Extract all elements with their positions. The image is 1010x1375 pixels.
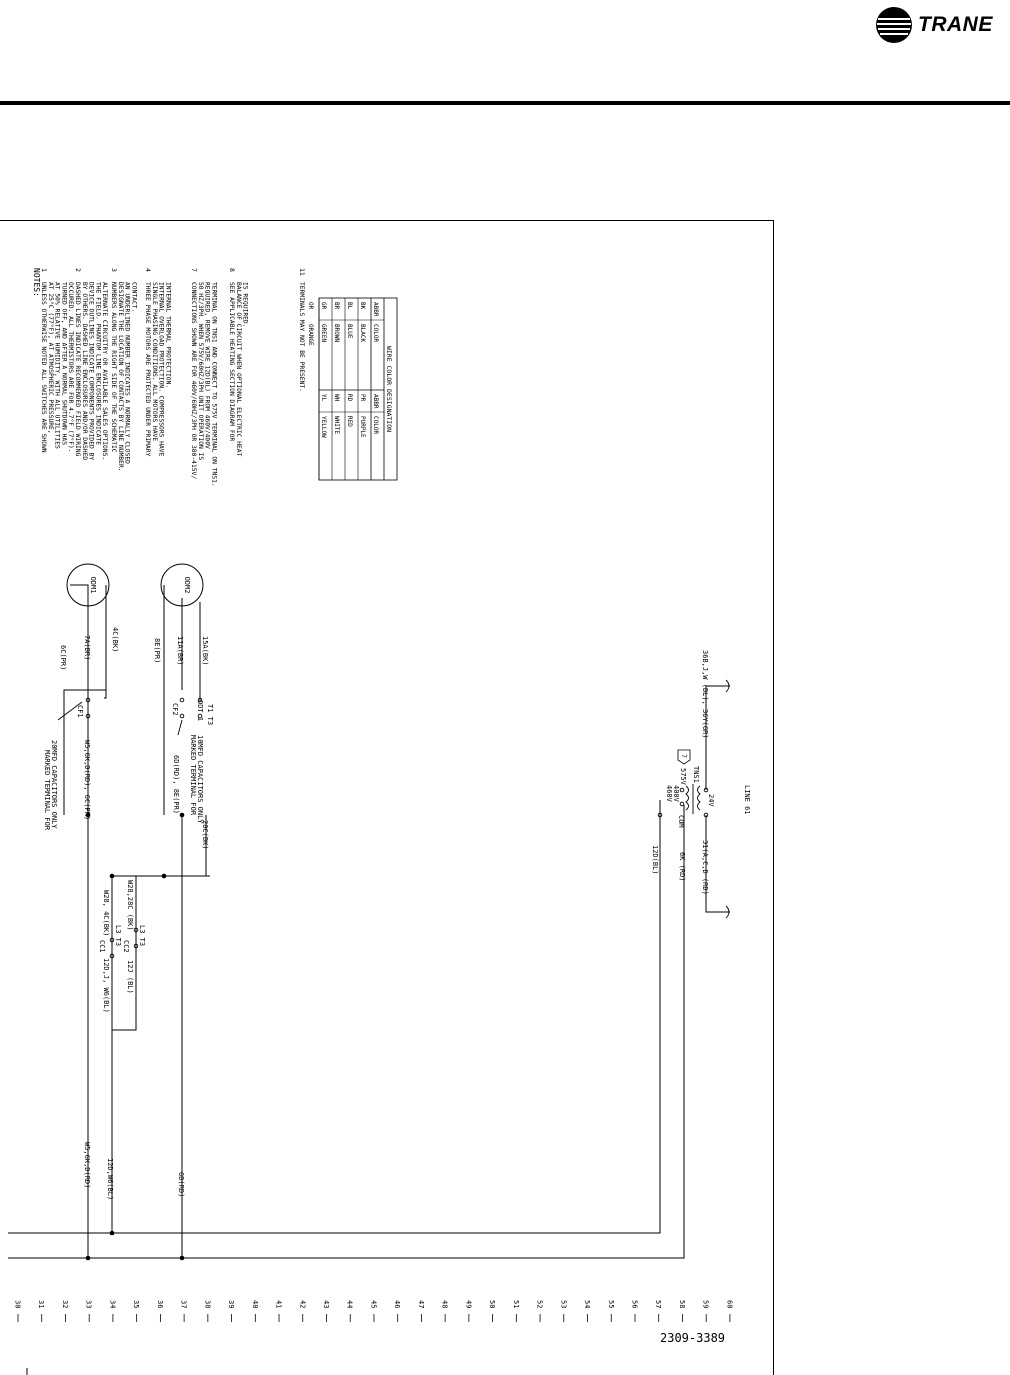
marked-terminal-10mfd-line1: MARKED TERMINAL FOR — [189, 735, 197, 816]
line-number-42: 42 — [298, 1300, 307, 1309]
svg-text:W5,6K,D(RD): W5,6K,D(RD) — [83, 1142, 91, 1189]
wire-table-cell: WHITE — [333, 416, 340, 435]
svg-text:6C(PR): 6C(PR) — [59, 645, 67, 671]
wire-table-cell: BLUE — [346, 324, 353, 339]
line-number-58: 58 — [677, 1300, 686, 1309]
wire-table-cell: BROWN — [333, 324, 340, 343]
note-line: REQUIRED, REMOVE WIRE 12D(BL) FROM 460V/400V — [203, 282, 211, 449]
note-line: TURNED OFF, AND AFTER A NORMAL SHUTDOWN HAS — [60, 282, 68, 446]
note-item — [228, 268, 249, 457]
brand-name: TRANE — [918, 13, 993, 36]
wire-table-cell: BK — [359, 302, 366, 310]
note-line: DEVICE OUTLINES INDICATE COMPONENTS PROVIDED BY — [87, 282, 95, 461]
wire-table-cell: OR — [307, 302, 314, 310]
line-number-33: 33 — [84, 1300, 93, 1309]
line-number-30: 30 — [13, 1300, 22, 1309]
note-number: 11 — [298, 268, 306, 276]
wire-28c-bk — [112, 815, 206, 876]
svg-text:11A(BR): 11A(BR) — [176, 636, 184, 666]
marked-terminal-20mfd-line1: MARKED TERMINAL FOR — [43, 750, 51, 831]
note-item — [144, 268, 171, 457]
svg-text:400V: 400V — [672, 785, 680, 802]
line-number-41: 41 — [274, 1300, 283, 1309]
note-item — [74, 268, 108, 460]
svg-text:575V: 575V — [679, 768, 687, 785]
drawing-number: 2309-3389 — [660, 1331, 726, 1345]
notes-list — [40, 268, 306, 487]
svg-text:COM: COM — [677, 815, 685, 828]
note-line: DESIGNATE THE LOCATION OF CONTACTS BY LINE NUMBER. — [116, 282, 124, 472]
wire-table-cells — [307, 302, 379, 438]
line-number-56: 56 — [630, 1300, 639, 1309]
svg-text:7A(BR): 7A(BR) — [83, 635, 91, 661]
wire-color-table — [307, 298, 397, 480]
wire-table-cell: BL — [346, 302, 353, 310]
note-line: OCCURED. ALL THERMISTORS ARE FOR 4.7°F (7°F). — [67, 282, 75, 453]
note-line: AN UNDERLINED NUMBER INDICATES A NORMALLY CLOSED — [123, 282, 131, 464]
line-number-ruler — [14, 1300, 734, 1322]
t1t3-label: T1 T3 — [206, 704, 214, 726]
wire-table-cell: GREEN — [320, 324, 327, 343]
note-item — [110, 268, 137, 472]
note-line: SEE APPLICABLE HEATING SECTION DIAGRAM FOR — [228, 282, 235, 442]
cc2-label: CC2 — [122, 940, 130, 953]
note-number: 8 — [228, 268, 236, 272]
note-line: THE FIELD. PHANTOM LINE ENCLOSURES INDICATE — [94, 282, 102, 446]
svg-text:7: 7 — [680, 754, 688, 758]
line-number-36: 36 — [155, 1300, 164, 1309]
wire-table-cell: RD — [346, 394, 353, 402]
svg-text:12D,W6(BL): 12D,W6(BL) — [106, 1158, 114, 1201]
line-number-43: 43 — [321, 1300, 330, 1309]
svg-text:6D(RD), 8E(PR): 6D(RD), 8E(PR) — [172, 755, 180, 815]
wire-bus-57 — [8, 800, 660, 1233]
line-number-31: 31 — [37, 1300, 46, 1309]
line-number-55: 55 — [606, 1300, 615, 1309]
note-line: IS REQUIRED. — [241, 282, 249, 328]
note-line: TERMINAL ON TNS1 AND CONNECT TO 575V TERMINAL ON TNS1. — [210, 282, 218, 487]
l3t3b-label: L3 T3 — [138, 925, 146, 947]
svg-text:W28,28C (BK): W28,28C (BK) — [126, 880, 134, 931]
svg-text:460V: 460V — [665, 785, 673, 802]
wire-table-cell: ABBR — [372, 394, 379, 409]
note-line: BY OTHERS. DASHED LINE ENCLOSURES AND/OR DASHED — [80, 282, 88, 461]
line-number-54: 54 — [583, 1300, 592, 1309]
line-number-44: 44 — [345, 1300, 354, 1309]
svg-text:6K (RD): 6K (RD) — [678, 852, 686, 882]
wire-table-cell: COLOR — [372, 416, 379, 435]
note-line: INTERNAL OVERLOAD PROTECTION. COMPRESSORS HAVE — [157, 282, 165, 457]
line-number-59: 59 — [701, 1300, 710, 1309]
wire-table-cell: BLACK — [359, 324, 366, 343]
note-line: THREE PHASE MOTORS ARE PROTECTED UNDER PRIMARY — [144, 282, 151, 457]
line-number-60: 60 — [725, 1300, 734, 1309]
svg-text:8E(PR): 8E(PR) — [153, 638, 161, 664]
wire-table-cell: COLOR — [372, 324, 379, 343]
wire-table-cell: YL — [320, 394, 327, 402]
note-line: BALANCE OF CIRCUIT WHEN OPTIONAL ELECTRIC HEAT — [234, 282, 242, 457]
note-number: 3 — [110, 268, 118, 272]
line-number-52: 52 — [535, 1300, 544, 1309]
note-7-flag — [678, 750, 690, 764]
wire-table-cell: ABBR — [372, 302, 379, 317]
note-number: 4 — [144, 268, 152, 272]
line-number-38: 38 — [203, 1300, 212, 1309]
line-number-50: 50 — [488, 1300, 497, 1309]
svg-text:24V: 24V — [707, 794, 715, 807]
wire-table-cell: GR — [320, 302, 327, 310]
svg-text:36B,J,W (BL), 36Y(GR): 36B,J,W (BL), 36Y(GR) — [701, 650, 709, 739]
marked-terminal-20mfd-line2: 20MFD CAPACITORS ONLY — [50, 740, 58, 829]
note-item — [298, 268, 306, 392]
svg-text:W5,6K,D(RD), 6C(PR): W5,6K,D(RD), 6C(PR) — [83, 740, 91, 821]
note-number: 7 — [190, 268, 198, 272]
line-number-35: 35 — [132, 1300, 141, 1309]
svg-text:12D,J, W6(BL): 12D,J, W6(BL) — [102, 958, 110, 1013]
note-line: UNLESS OTHERWISE NOTED ALL SWITCHES ARE SHOWN — [40, 282, 47, 453]
note-item — [190, 268, 217, 487]
note-line: CONNECTIONS SHOWN ARE FOR 460V/60HZ/3PH OR 380-415V/ — [190, 282, 197, 480]
marked-terminal-10mfd-line2: 10MFD CAPACITORS ONLY — [196, 735, 204, 824]
note-line: INTERNAL THERMAL PROTECTION. — [164, 282, 172, 389]
line-number-49: 49 — [464, 1300, 473, 1309]
line-number-40: 40 — [250, 1300, 259, 1309]
line-number-57: 57 — [654, 1300, 663, 1309]
note-line: SINGLE PHASING CONDITIONS. ALL MOTORS HAVE — [150, 282, 158, 442]
line-number-39: 39 — [227, 1300, 236, 1309]
note-line: 50 HZ/3PH. WHEN 575V/60HZ/3PH UNIT OPERATION IS — [196, 282, 204, 461]
note-line: DASHED LINES INDICATE RECOMMENDED FIELD WIRING — [74, 282, 81, 457]
wire-table-cell: PR — [359, 394, 366, 402]
line-number-47: 47 — [416, 1300, 425, 1309]
wire-table-cell: YELLOW — [320, 416, 327, 438]
note-line: ALTERNATE CIRCUITRY OR AVAILABLE SALES OPTIONS. — [101, 282, 109, 461]
odm1-label: ODM1 — [89, 576, 97, 594]
note-line: TERMINALS MAY NOT BE PRESENT. — [298, 282, 305, 392]
note-line: NUMBERS ALONG THE RIGHT SIDE OF THE SCHEMATIC — [110, 282, 117, 453]
wire-labels — [59, 627, 751, 1200]
line-number-34: 34 — [108, 1300, 117, 1309]
component-labels — [76, 700, 700, 953]
wire-table-title: WIRE COLOR DESIGNATION — [385, 345, 393, 433]
line-number-45: 45 — [369, 1300, 378, 1309]
cf2-label: CF2 — [171, 703, 179, 716]
junction-dots — [86, 813, 185, 1261]
line-number-48: 48 — [440, 1300, 449, 1309]
tns1-label: TNS1 — [692, 766, 700, 783]
l3t3-label: L3 T3 — [114, 925, 122, 947]
cc1-label: CC1 — [98, 940, 106, 953]
wiring — [8, 585, 730, 1258]
svg-text:28C(BK): 28C(BK) — [201, 820, 209, 850]
line-number-46: 46 — [393, 1300, 402, 1309]
cf1-label: CF1 — [76, 705, 84, 718]
note-number: 1 — [40, 268, 48, 272]
odm2-label: ODM2 — [183, 576, 191, 594]
wire-table-cell: BR — [333, 302, 340, 310]
line-number-32: 32 — [60, 1300, 69, 1309]
note-item — [40, 268, 75, 453]
svg-text:6D(RD): 6D(RD) — [177, 1172, 185, 1198]
note-number: 2 — [74, 268, 82, 272]
svg-text:12J (BL): 12J (BL) — [126, 960, 134, 994]
svg-text:4C(BK): 4C(BK) — [111, 627, 119, 653]
note-line: AT 50% RELATIVE HUMIDITY, WITH ALL UTILITIES — [53, 282, 61, 449]
odt1-label: ODT 1 — [196, 700, 204, 722]
note-line: CONTACT. — [130, 282, 138, 313]
svg-text:W28, 4C(BK): W28, 4C(BK) — [102, 890, 110, 937]
svg-text:15A(BK): 15A(BK) — [201, 636, 209, 666]
svg-text:31(A,C,D (RD): 31(A,C,D (RD) — [701, 840, 709, 895]
line-number-53: 53 — [559, 1300, 568, 1309]
notes-block — [32, 268, 306, 487]
wire-table-cell: PURPLE — [359, 416, 366, 438]
wire-table-cell: RED — [346, 416, 353, 427]
notes-heading: NOTES: — [32, 268, 41, 297]
note-line: AT 25°C (77°F), AT ATMOSPHERIC PRESSURE, — [46, 282, 54, 434]
wire-table-cell: WH — [333, 394, 340, 402]
line-number-37: 37 — [179, 1300, 188, 1309]
svg-text:LINE 61: LINE 61 — [743, 785, 751, 815]
line-number-51: 51 — [511, 1300, 520, 1309]
contact-symbols — [58, 680, 729, 958]
svg-text:12D(BL): 12D(BL) — [651, 845, 659, 875]
wire-table-cell: ORANGE — [307, 324, 314, 346]
